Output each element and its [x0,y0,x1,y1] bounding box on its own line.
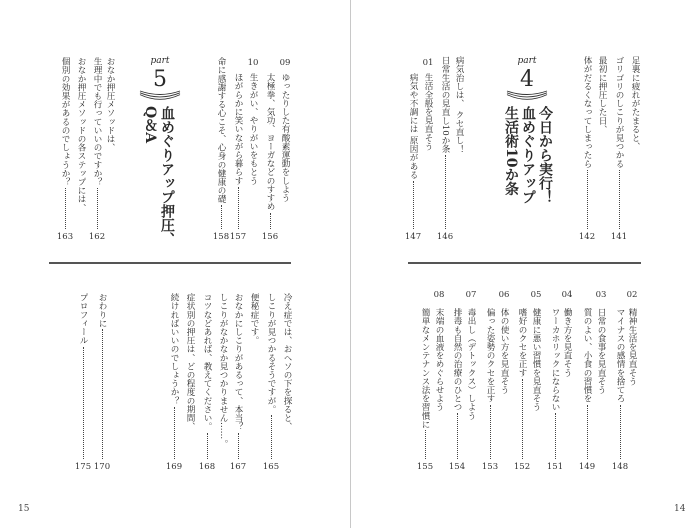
toc-page-number[interactable]: 149 [578,462,596,472]
item-number: 03 [595,290,607,300]
toc-page-number[interactable]: 154 [448,462,466,472]
toc-entry-line [280,293,294,431]
leader-dots [83,347,84,459]
leader-dots [97,188,98,229]
toc-entry-link[interactable] [214,57,228,229]
page-number-right: 14 [674,504,686,514]
toc-entry-link[interactable] [438,56,452,229]
toc-entry-line [628,56,642,151]
toc-page-number[interactable]: 142 [578,232,596,242]
toc-entry-link[interactable] [450,308,464,459]
toc-entry-link[interactable] [613,308,627,459]
toc-entry-text: 体の使い方を見直そう [499,308,509,394]
toc-entry-text: 末端の血液をめぐらせよう [434,308,444,412]
part-5-label: part [150,56,170,66]
toc-page-number[interactable]: 152 [513,462,531,472]
toc-entry-text: 日常の食事を見直そう [596,308,606,394]
toc-entry-line [278,73,292,202]
part-5-ornament-icon [138,90,182,104]
toc-entry-link[interactable] [200,293,214,459]
leader-dots [270,213,271,229]
toc-entry-line [529,308,543,411]
item-number: 06 [498,290,510,300]
toc-entry-line [560,308,574,377]
toc-entry-text: 便秘症です。 [249,293,259,345]
toc-entry-text: 生きがい、やりがいをもとう [248,73,258,185]
toc-entry-line [594,308,608,394]
toc-entry-text: コツなどあれば、教えてください。 [202,293,212,431]
toc-page-number[interactable]: 169 [165,462,183,472]
toc-entry-line [432,308,446,411]
item-number: 08 [433,290,445,300]
part-5-title: 血めぐりアップ押圧、 [159,106,175,246]
item-number: 01 [422,58,434,68]
toc-entry-text: 生活全般を見直そう [423,73,433,151]
toc-entry-text: 日常生活の見直し10か条 [440,56,450,153]
toc-page-number[interactable]: 146 [436,232,454,242]
leader-dots [238,433,239,459]
toc-entry-link[interactable] [580,56,594,229]
part-5-number: 5 [153,67,167,92]
toc-page-number[interactable]: 175 [74,462,92,472]
item-number: 07 [465,290,477,300]
toc-entry-text: 命に感謝する心こそ、心身の健康の礎 [216,57,226,204]
toc-entry-link[interactable] [580,308,594,459]
part-4-title: 生活術10か条 [503,106,519,196]
part-4-ornament-icon [505,90,549,104]
toc-entry-link[interactable] [612,56,626,229]
toc-entry-line [246,73,260,185]
toc-page-number[interactable]: 170 [93,462,111,472]
toc-entry-text: ゆったりした有酸素運動をしよう [280,73,290,202]
toc-page-number[interactable]: 156 [261,232,279,242]
toc-entry-text: 働き方を見直そう [562,308,572,377]
toc-entry-text: 冷え症では、おヘソの下を探ると、 [282,293,292,431]
toc-entry-text: おなか押圧メソッドは、 [105,57,115,152]
leader-dots [619,170,620,229]
section-divider-right [408,262,641,264]
toc-entry-text: 簡単なメンテナンス法を習慣に [420,308,430,429]
section-divider-left [49,262,291,264]
toc-entry-text: 体がだるくなってしまったら [582,56,592,168]
toc-entry-text: 毒出し（デトックス）しよう [466,308,476,420]
toc-entry-text: 偏った姿勢のクセを正す [485,308,495,403]
toc-entry-text: 排毒も自然の治療のひとつ [452,308,462,412]
toc-entry-text: おなか押圧メソッドの各ステップには、 [76,57,86,212]
toc-page-number[interactable]: 168 [198,462,216,472]
toc-entry-text: 病気や不調には 原因がある [408,73,418,179]
toc-entry-link[interactable] [515,308,529,459]
page-number-left: 15 [18,504,30,514]
toc-entry-link[interactable] [264,293,278,459]
toc-entry-link[interactable] [231,293,245,459]
leader-dots [65,188,66,229]
toc-entry-text: 病気治しは、 クセ直し！ [454,56,464,154]
leader-dots [238,187,239,229]
part-5-title: Q＆A [142,106,158,144]
leader-dots [221,205,222,229]
toc-entry-text: おなかにしこりがあるって、本当？ [233,293,243,431]
toc-entry-line [452,56,466,153]
toc-entry-link[interactable] [406,73,420,229]
toc-entry-text: ゴリゴリのしこりが見つかる [614,56,624,168]
leader-dots [207,433,208,459]
toc-entry-link[interactable] [548,308,562,459]
part-4-label: part [517,56,537,66]
toc-page-number[interactable]: 165 [262,462,280,472]
item-number: 10 [247,58,259,68]
toc-entry-link[interactable] [418,308,432,459]
toc-entry-text: しこりが見つかるそうですが。 [266,293,276,414]
toc-entry-text: 太極拳、気功、ヨーガなどのすすめ [265,73,275,211]
leader-dots [490,405,491,459]
toc-entry-link[interactable] [58,57,72,229]
toc-entry-text: マイナスの感情を捨てろ [615,308,625,403]
part-4-title: 今日から実行！ [537,106,553,204]
toc-entry-text: 健康に悪い習慣を見直そう [531,308,541,412]
toc-entry-text: 最初に押圧した日、 [597,56,607,134]
leader-dots [587,170,588,229]
toc-page-number[interactable]: 157 [229,232,247,242]
toc-entry-text: しこりがなかなか見つかりません……。 [218,293,228,448]
toc-entry-line [216,293,230,448]
item-number: 02 [626,290,638,300]
toc-page-number[interactable]: 148 [611,462,629,472]
toc-entry-line [497,308,511,394]
toc-page-number[interactable]: 162 [88,232,106,242]
toc-entry-text: ほがらかに笑いながら暮らす [233,73,243,185]
toc-entry-text: 質のよい、小食の習慣を [582,308,592,403]
leader-dots [174,407,175,459]
toc-entry-text: おわりに [97,293,107,328]
part-4-title: 血めぐりアップ [520,106,536,204]
leader-dots [522,379,523,459]
toc-entry-text: 嗜好のクセを正す [517,308,527,377]
toc-entry-line [595,56,609,133]
toc-page-number[interactable]: 153 [481,462,499,472]
toc-entry-link[interactable] [483,308,497,459]
part-4-number: 4 [520,67,534,92]
toc-entry-text: 症状別の押圧は、どの程度の期間、 [185,293,195,431]
toc-page-number[interactable]: 151 [546,462,564,472]
toc-entry-text: 精神生活を見直そう [627,308,637,386]
toc-page-number[interactable]: 167 [229,462,247,472]
toc-entry-text: 続ければいいのでしょうか？ [169,293,179,405]
leader-dots [555,413,556,459]
toc-entry-link[interactable] [90,57,104,229]
toc-entry-link[interactable] [263,73,277,229]
toc-entry-line [464,308,478,420]
toc-page-number[interactable]: 158 [212,232,230,242]
toc-page-number[interactable]: 155 [416,462,434,472]
item-number: 04 [561,290,573,300]
toc-entry-link[interactable] [76,293,90,459]
toc-entry-line [103,57,117,152]
leader-dots [102,329,103,459]
toc-entry-text: 生理中でも行っていいのですか？ [92,57,102,186]
toc-page-number[interactable]: 147 [404,232,422,242]
toc-entry-link[interactable] [167,293,181,459]
toc-entry-line [183,293,197,431]
page-gutter [350,0,351,528]
leader-dots [457,413,458,459]
toc-entry-link[interactable] [95,293,109,459]
toc-entry-text: 足裏に疲れがたまると、 [630,56,640,151]
toc-entry-line [74,57,88,212]
leader-dots [587,405,588,459]
toc-page-number[interactable]: 163 [56,232,74,242]
toc-entry-text: 個別の効果があるのでしょうか？ [60,57,70,186]
toc-entry-line [625,308,639,385]
toc-entry-text: ワーカホリックにならない [550,308,560,412]
item-number: 09 [279,58,291,68]
leader-dots [620,405,621,459]
toc-entry-line [247,293,261,345]
leader-dots [413,181,414,229]
toc-page-number[interactable]: 141 [610,232,628,242]
leader-dots [445,155,446,229]
item-number: 05 [530,290,542,300]
toc-entry-text: プロフィール [78,293,88,345]
toc-entry-link[interactable] [231,73,245,229]
leader-dots [271,415,272,459]
leader-dots [425,430,426,459]
toc-entry-line [421,73,435,150]
